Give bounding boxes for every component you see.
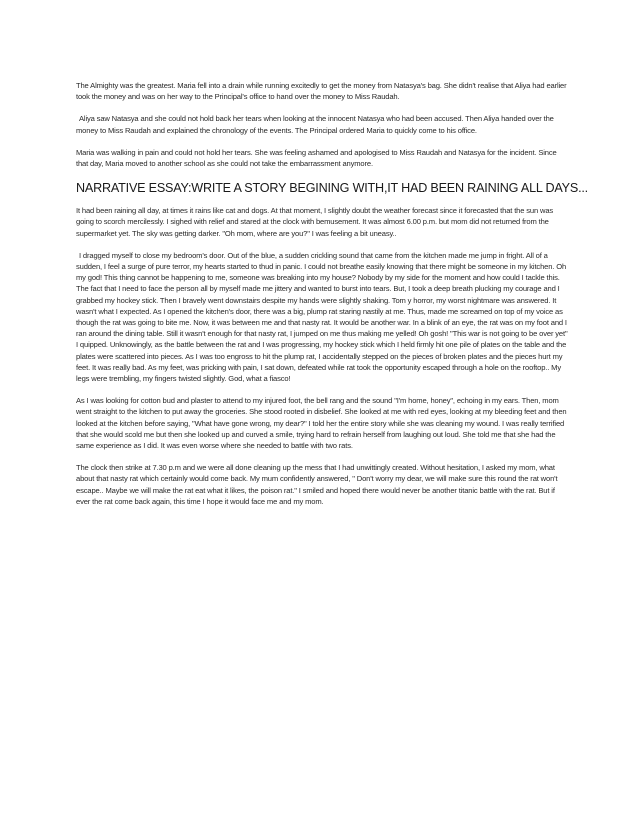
document-page: [76, 80, 588, 518]
paragraph-4: It had been raining all day, at times it rains like cat and dogs. At that moment, I slightly doubt the weather forecast since it forecasted that the sun was going to scorch mercilessly. I sighed with relief and stared at the clock with bemusement. It was almost 6.00 p.m. but mom did not returned from the supermarket yet. The sky was getting darker. "Oh mom, where are you?" I was feeling a bit uneasy..: [76, 206, 554, 238]
paragraph-2: Aliya saw Natasya and she could not hold back her tears when looking at the innocent Natasya who had been accused. Then Aliya handed over the money to Miss Raudah and explained the chronology of the events. The Principal ordered Maria to quickly come to his office.: [76, 114, 554, 135]
essay-heading: NARRATIVE ESSAY:WRITE A STORY BEGINING WITH,IT HAD BEEN RAINING ALL DAYS...: [76, 181, 588, 196]
paragraph-6: As I was looking for cotton bud and plaster to attend to my injured foot, the bell rang and the sound "I'm home, honey", echoing in my ears. Then, mom went straight to the kitchen to put away the groceries. She stood rooted in disbelief. She looked at me with red eyes, looking at my bleeding feet and then looked at the kitchen before saying, "What have gone wrong, my dear?" I told her the entire story while she was cleaning my wound. I was really terrified that she would scold me but then she looked up and curved a smile, trying hard to refrain herself from laughing out loud. She told me that she had the same experience as I did. It was even worse where she needed to battle with two rats.: [76, 396, 567, 451]
paragraph-1: The Almighty was the greatest. Maria fell into a drain while running excitedly to get the money from Natasya's bag. She didn't realise that Aliya had earlier took the money and was on her way to the Principal's office to hand over the money to Miss Raudah.: [76, 81, 567, 102]
paragraph-7: The clock then strike at 7.30 p.m and we were all done cleaning up the mess that I had unwittingly created. Without hesitation, I asked my mom, what about that nasty rat which certainly would come back. My mum confidently answered, " Don't worry my dear, we will make sure this round the rat won't escape.. Maybe we will make the rat eat what it likes, the poison rat." I smiled and hoped there would never be another titanic battle with the rat. But if ever the rat come back again, this time I hope it would face me and my mom.: [76, 463, 558, 506]
paragraph-3: Maria was walking in pain and could not hold her tears. She was feeling ashamed and apologised to Miss Raudah and Natasya for the incident. Since that day, Maria moved to another school as she could not take the embarrassment anymore.: [76, 147, 557, 169]
paragraph-5: I dragged myself to close my bedroom's door. Out of the blue, a sudden crickling sound that came from the kitchen made me jump in fright. All of a sudden, I feel a surge of pure terror, my hearts started to thud in panic. I could not breathe easily knowing that there might be someone in my kitchen. Oh my god! This thing cannot be happening to me, someone was breaking into my house? Nobody by my side for the moment and how could I tackle this. The fact that I need to face the person all by myself made me jittery and wanted to burst into tears. But, I took a deep breath plucking my courage and I grabbed my hockey stick. Then I bravely went downstairs despite my hands were slightly shaking. Tom y horror, my worst nightmare was answered. It wasn't what I expected. As I opened the kitchen's door, there was a big, plump rat staring nastily at me. Thus, made me screamed on top of my voice as though the rat was going to bite me. Now, it was between me and that nasty rat. It would be another war. In a blink of an eye, the rat was on my foot and I ran around the dining table. Still it wasn't enough for that nasty rat, I jumped on me thus making me yelled! Oh gosh! "This war is not going to be over yet" I quipped. Unknowingly, as the battle between the rat and I was progressing, my hockey stick which I held firmly hit one pile of plates on the table and the plates were scattered into pieces. As I was too engross to hit the plump rat, I accidentally stepped on the pieces of broken plates and the pieces hurt my feet. It was really bad. As my feet, was pricking with pain, I sat down, defeated while rat took the opportunity escaped through a hole on the rooftop.. My legs were trembling, my fingers twisted slightly. God, what a fiasco!: [76, 250, 568, 384]
